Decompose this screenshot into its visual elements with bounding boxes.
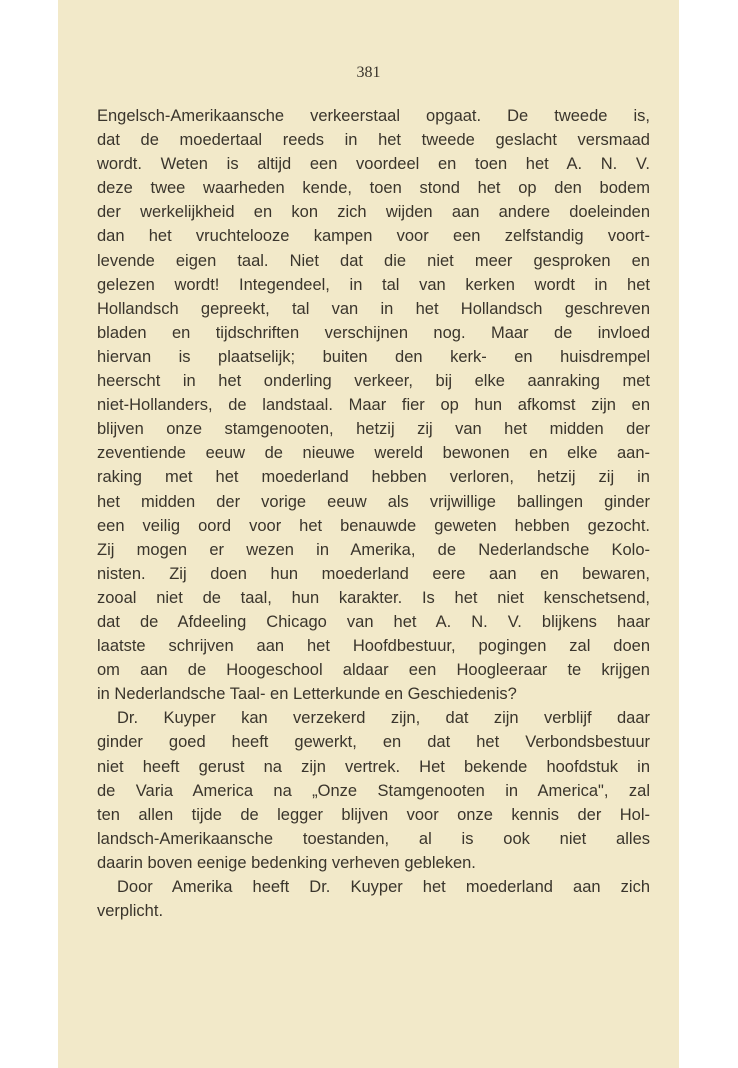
text-line: een veilig oord voor het benauwde geweten hebben gezocht.: [97, 516, 650, 535]
text-line: raking met het moederland hebben verloren, hetzij zij in: [97, 468, 650, 487]
text-line: verplicht.: [97, 902, 164, 921]
page-number: 381: [356, 64, 381, 81]
text-line: dat de Afdeeling Chicago van het A. N. V. blijkens haar: [97, 612, 650, 631]
text-line: Engelsch-Amerikaansche verkeerstaal opgaat. De tweede is,: [97, 107, 650, 125]
text-line: hiervan is plaatselijk; buiten den kerk- en huisdrempel: [97, 347, 650, 366]
text-line: der werkelijkheid en kon zich wijden aan andere doeleinden: [97, 203, 650, 222]
text-line: om aan de Hoogeschool aldaar een Hoogleeraar te krijgen: [97, 661, 650, 680]
text-line: zooal niet de taal, hun karakter. Is het niet kenschetsend,: [97, 588, 650, 607]
text-line: het midden der vorige eeuw als vrijwillige ballingen ginder: [97, 492, 650, 511]
text-line: Dr. Kuyper kan verzekerd zijn, dat zijn verblijf daar: [117, 709, 650, 728]
text-line: Hollandsch gepreekt, tal van in het Hollandsch geschreven: [97, 299, 650, 318]
text-line: Zij mogen er wezen in Amerika, de Nederlandsche Kolo-: [97, 540, 650, 559]
text-line: deze twee waarheden kende, toen stond het op den bodem: [97, 179, 650, 198]
body-text: [97, 104, 650, 923]
text-line: niet-Hollanders, de landstaal. Maar fier op hun afkomst zijn en: [97, 396, 650, 415]
text-line: in Nederlandsche Taal- en Letterkunde en Geschiedenis?: [97, 685, 517, 704]
text-line: laatste schrijven aan het Hoofdbestuur, pogingen zal doen: [97, 637, 650, 656]
text-line: wordt. Weten is altijd een voordeel en toen het A. N. V.: [97, 155, 650, 174]
text-line: niet heeft gerust na zijn vertrek. Het bekende hoofdstuk in: [97, 757, 650, 776]
text-line: daarin boven eenige bedenking verheven gebleken.: [97, 853, 476, 872]
book-page: [58, 0, 679, 1068]
text-line: heerscht in het onderling verkeer, bij elke aanraking met: [97, 372, 650, 391]
text-line: zeventiende eeuw de nieuwe wereld bewonen en elke aan-: [97, 444, 650, 463]
text-line: landsch-Amerikaansche toestanden, al is ook niet alles: [97, 829, 650, 848]
text-line: nisten. Zij doen hun moederland eere aan en bewaren,: [97, 564, 650, 583]
text-line: levende eigen taal. Niet dat die niet meer gesproken en: [97, 251, 650, 270]
text-line: gelezen wordt! Integendeel, in tal van kerken wordt in het: [97, 275, 650, 294]
text-line: dat de moedertaal reeds in het tweede geslacht versmaad: [97, 131, 650, 150]
text-line: blijven onze stamgenooten, hetzij zij van het midden der: [97, 420, 650, 439]
text-line: ten allen tijde de legger blijven voor onze kennis der Hol-: [97, 805, 650, 824]
text-line: Door Amerika heeft Dr. Kuyper het moederland aan zich: [117, 878, 650, 896]
text-line: de Varia America na „Onze Stamgenooten in America", zal: [97, 781, 650, 800]
text-line: dan het vruchtelooze kampen voor een zelfstandig voort-: [97, 227, 650, 246]
text-line: bladen en tijdschriften verschijnen nog. Maar de invloed: [97, 323, 650, 342]
text-line: ginder goed heeft gewerkt, en dat het Verbondsbestuur: [97, 733, 650, 752]
